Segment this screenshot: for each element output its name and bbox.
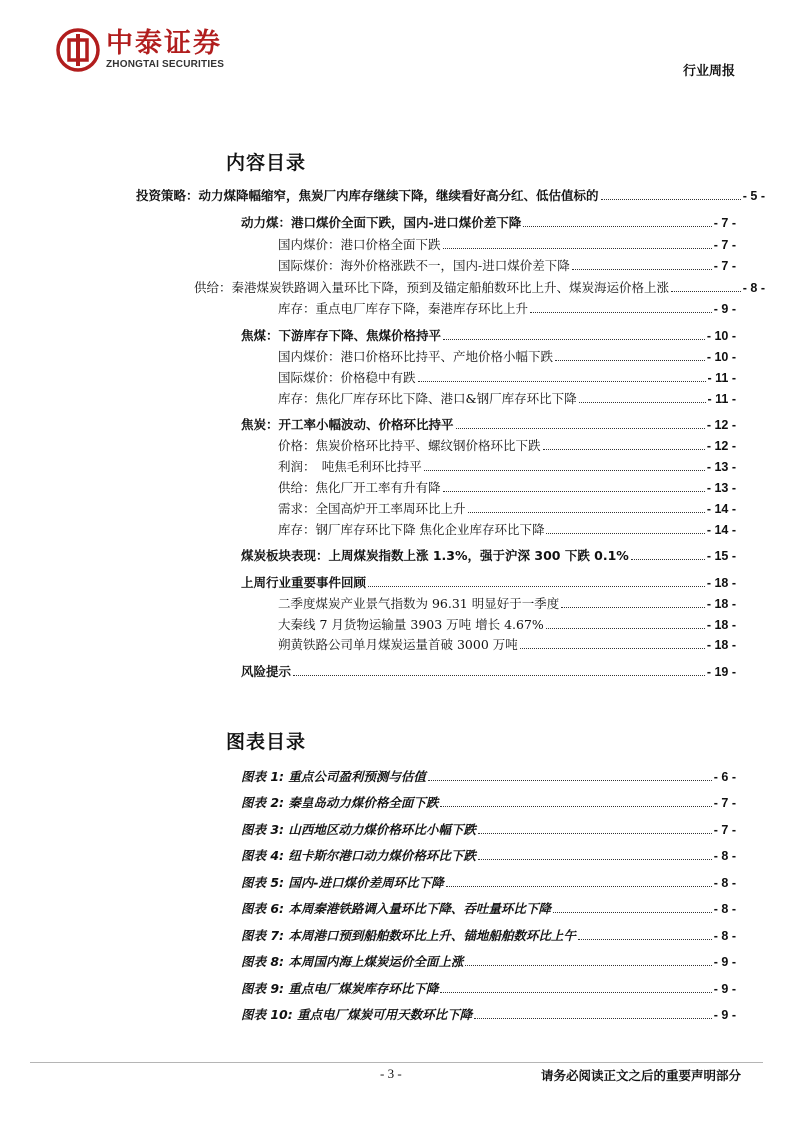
toc-entry-label: 国际煤价：海外价格涨跌不一，国内-进口煤价差下降 [278,258,570,273]
toc-entry-page: - 19 - [706,665,736,679]
toc-leader [446,886,712,887]
figure-entry-label: 图表 2: 秦皇岛动力煤价格全面下跌 [241,795,439,810]
toc-entry-page: - 8 - [742,281,765,295]
figure-list-title: 图表目录 [226,731,307,753]
figure-entry-label: 图表 4: 纽卡斯尔港口动力煤价格环比下跌 [241,848,476,863]
toc-entry[interactable] [241,211,736,231]
toc-entry-page: - 18 - [706,597,736,611]
toc-entry-label: 二季度煤炭产业景气指数为 96.31 明显好于一季度 [278,596,560,611]
figure-entry[interactable] [241,897,736,917]
toc-entry-page: - 13 - [706,460,736,474]
figure-entry-page: - 9 - [713,1008,736,1022]
figure-entry[interactable] [241,791,736,811]
toc-entry[interactable] [241,660,736,680]
figure-entry[interactable] [241,871,736,891]
toc-leader [474,1018,712,1019]
toc-entry-label: 需求：全国高炉开工率周环比上升 [278,501,466,516]
toc-leader [561,607,705,608]
toc-entry[interactable] [241,571,736,591]
figure-entry-page: - 8 - [713,849,736,863]
toc-leader [578,939,712,940]
toc-leader [523,226,712,227]
figure-entry-label: 图表 3: 山西地区动力煤价格环比小幅下跌 [241,822,476,837]
figure-entry-page: - 8 - [713,876,736,890]
toc-leader [671,291,741,292]
toc-entry[interactable] [278,254,736,274]
toc-leader [424,470,705,471]
toc-entry-label: 库存：重点电厂库存下降，秦港库存环比上升 [278,301,529,316]
figure-entry-label: 图表 10: 重点电厂煤炭可用天数环比下降 [241,1007,473,1022]
toc-entry[interactable] [278,455,736,475]
toc-leader [293,675,705,676]
toc-entry-label: 价格：焦炭价格环比持平、螺纹钢价格环比下跌 [278,438,541,453]
toc-leader [418,381,706,382]
toc-title: 内容目录 [226,152,307,174]
figure-entry-page: - 7 - [713,796,736,810]
toc-entry[interactable] [278,387,736,407]
toc-leader [440,992,711,993]
figure-entry-label: 图表 7: 本周港口预到船舶数环比上升、锚地船舶数环比上午 [241,928,576,943]
figure-entry-label: 图表 8: 本周国内海上煤炭运价全面上涨 [241,954,464,969]
figure-entry-label: 图表 6: 本周秦港铁路调入量环比下降、吞吐量环比下降 [241,901,551,916]
toc-leader [546,628,705,629]
toc-entry-page: - 14 - [706,502,736,516]
figure-entry[interactable] [241,950,736,970]
toc-leader [478,859,712,860]
toc-entry-label: 国内煤价：港口价格环比持平、产地价格小幅下跌 [278,349,554,364]
toc-leader [443,339,705,340]
figure-entry[interactable] [241,977,736,997]
toc-leader [601,199,741,200]
logo-chinese-name: 中泰证券 [106,28,222,59]
figure-entry-page: - 7 - [713,823,736,837]
zhongtai-logo-icon [56,28,100,72]
figure-entry-page: - 6 - [713,770,736,784]
toc-entry-page: - 7 - [713,259,736,273]
toc-leader [443,248,712,249]
figure-entry-label: 图表 1: 重点公司盈利预测与估值 [241,769,426,784]
toc-entry[interactable] [278,633,736,653]
toc-entry-page: - 7 - [713,216,736,230]
report-type-label: 行业周报 [682,64,735,79]
figure-entry[interactable] [241,1003,736,1023]
toc-entry-label: 煤炭板块表现：上周煤炭指数上涨 1.3%，强于沪深 300 下跌 0.1% [241,548,629,563]
toc-entry-label: 供给：焦化厂开工率有升有降 [278,480,441,495]
toc-entry-page: - 11 - [707,371,736,385]
toc-entry-page: - 11 - [707,392,736,406]
toc-leader [555,360,705,361]
toc-entry[interactable] [278,476,736,496]
toc-entry[interactable] [241,413,736,433]
page-number: - 3 - [380,1066,402,1081]
toc-leader [440,806,711,807]
toc-entry[interactable] [278,592,736,612]
footer-divider [30,1062,763,1063]
toc-entry[interactable] [194,276,765,296]
toc-leader [443,491,705,492]
toc-entry[interactable] [278,366,736,386]
toc-entry-page: - 12 - [706,439,736,453]
toc-entry[interactable] [278,497,736,517]
toc-leader [368,586,705,587]
toc-entry-label: 利润： 吨焦毛利环比持平 [278,459,422,474]
toc-leader [478,833,712,834]
toc-entry[interactable] [241,544,736,564]
figure-entry[interactable] [241,818,736,838]
toc-entry-label: 焦煤：下游库存下降、焦煤价格持平 [241,328,442,343]
toc-entry-page: - 12 - [706,418,736,432]
figure-entry-page: - 8 - [713,902,736,916]
toc-entry-page: - 18 - [706,638,736,652]
toc-leader [579,402,706,403]
figure-entry[interactable] [241,765,736,785]
toc-entry-label: 库存：焦化厂库存环比下降、港口&钢厂库存环比下降 [278,391,577,406]
toc-entry-label: 大秦线 7 月货物运输量 3903 万吨 增长 4.67% [278,617,544,632]
toc-leader [572,269,712,270]
toc-entry-page: - 13 - [706,481,736,495]
toc-leader [428,780,712,781]
toc-entry-label: 风险提示 [241,664,292,679]
toc-entry-label: 投资策略：动力煤降幅缩窄，焦炭厂内库存继续下降，继续看好高分红、低估值标的 [136,188,599,203]
toc-entry-label: 库存：钢厂库存环比下降 焦化企业库存环比下降 [278,522,545,537]
toc-entry-page: - 18 - [706,618,736,632]
toc-entry[interactable] [278,297,736,317]
toc-entry-label: 焦炭：开工率小幅波动、价格环比持平 [241,417,454,432]
toc-entry[interactable] [278,233,736,253]
footer-disclaimer: 请务必阅读正文之后的重要声明部分 [540,1068,741,1083]
toc-entry-label: 国内煤价：港口价格全面下跌 [278,237,441,252]
toc-entry-page: - 14 - [706,523,736,537]
toc-entry[interactable] [136,184,765,204]
toc-leader [456,428,705,429]
toc-entry-label: 供给：秦港煤炭铁路调入量环比下降，预到及锚定船舶数环比上升、煤炭海运价格上涨 [194,280,670,295]
toc-entry[interactable] [278,345,736,365]
toc-leader [543,449,705,450]
toc-entry[interactable] [241,324,736,344]
toc-leader [468,512,705,513]
figure-entry-page: - 9 - [713,955,736,969]
toc-entry-page: - 18 - [706,576,736,590]
figure-entry[interactable] [241,924,736,944]
toc-entry[interactable] [278,434,736,454]
figure-entry-label: 图表 5: 国内-进口煤价差周环比下降 [241,875,444,890]
toc-entry-page: - 7 - [713,238,736,252]
toc-entry-label: 动力煤：港口煤价全面下跌，国内-进口煤价差下降 [241,215,522,230]
toc-entry-page: - 10 - [706,350,736,364]
toc-leader [631,559,705,560]
toc-entry-page: - 5 - [742,189,765,203]
toc-entry-page: - 15 - [706,549,736,563]
toc-entry[interactable] [278,613,736,633]
figure-entry-page: - 9 - [713,982,736,996]
toc-leader [546,533,704,534]
toc-entry-page: - 9 - [713,302,736,316]
toc-entry-label: 朔黄铁路公司单月煤炭运量首破 3000 万吨 [278,637,518,652]
toc-entry-page: - 10 - [706,329,736,343]
toc-leader [530,312,712,313]
toc-entry-label: 国际煤价：价格稳中有跌 [278,370,416,385]
logo-english-name: ZHONGTAI SECURITIES [106,59,225,70]
toc-leader [465,965,711,966]
company-logo [56,28,224,72]
figure-entry-label: 图表 9: 重点电厂煤炭库存环比下降 [241,981,439,996]
toc-leader [520,648,705,649]
figure-entry-page: - 8 - [713,929,736,943]
toc-entry[interactable] [278,518,736,538]
figure-entry[interactable] [241,844,736,864]
toc-entry-label: 上周行业重要事件回顾 [241,575,367,590]
toc-leader [553,912,712,913]
